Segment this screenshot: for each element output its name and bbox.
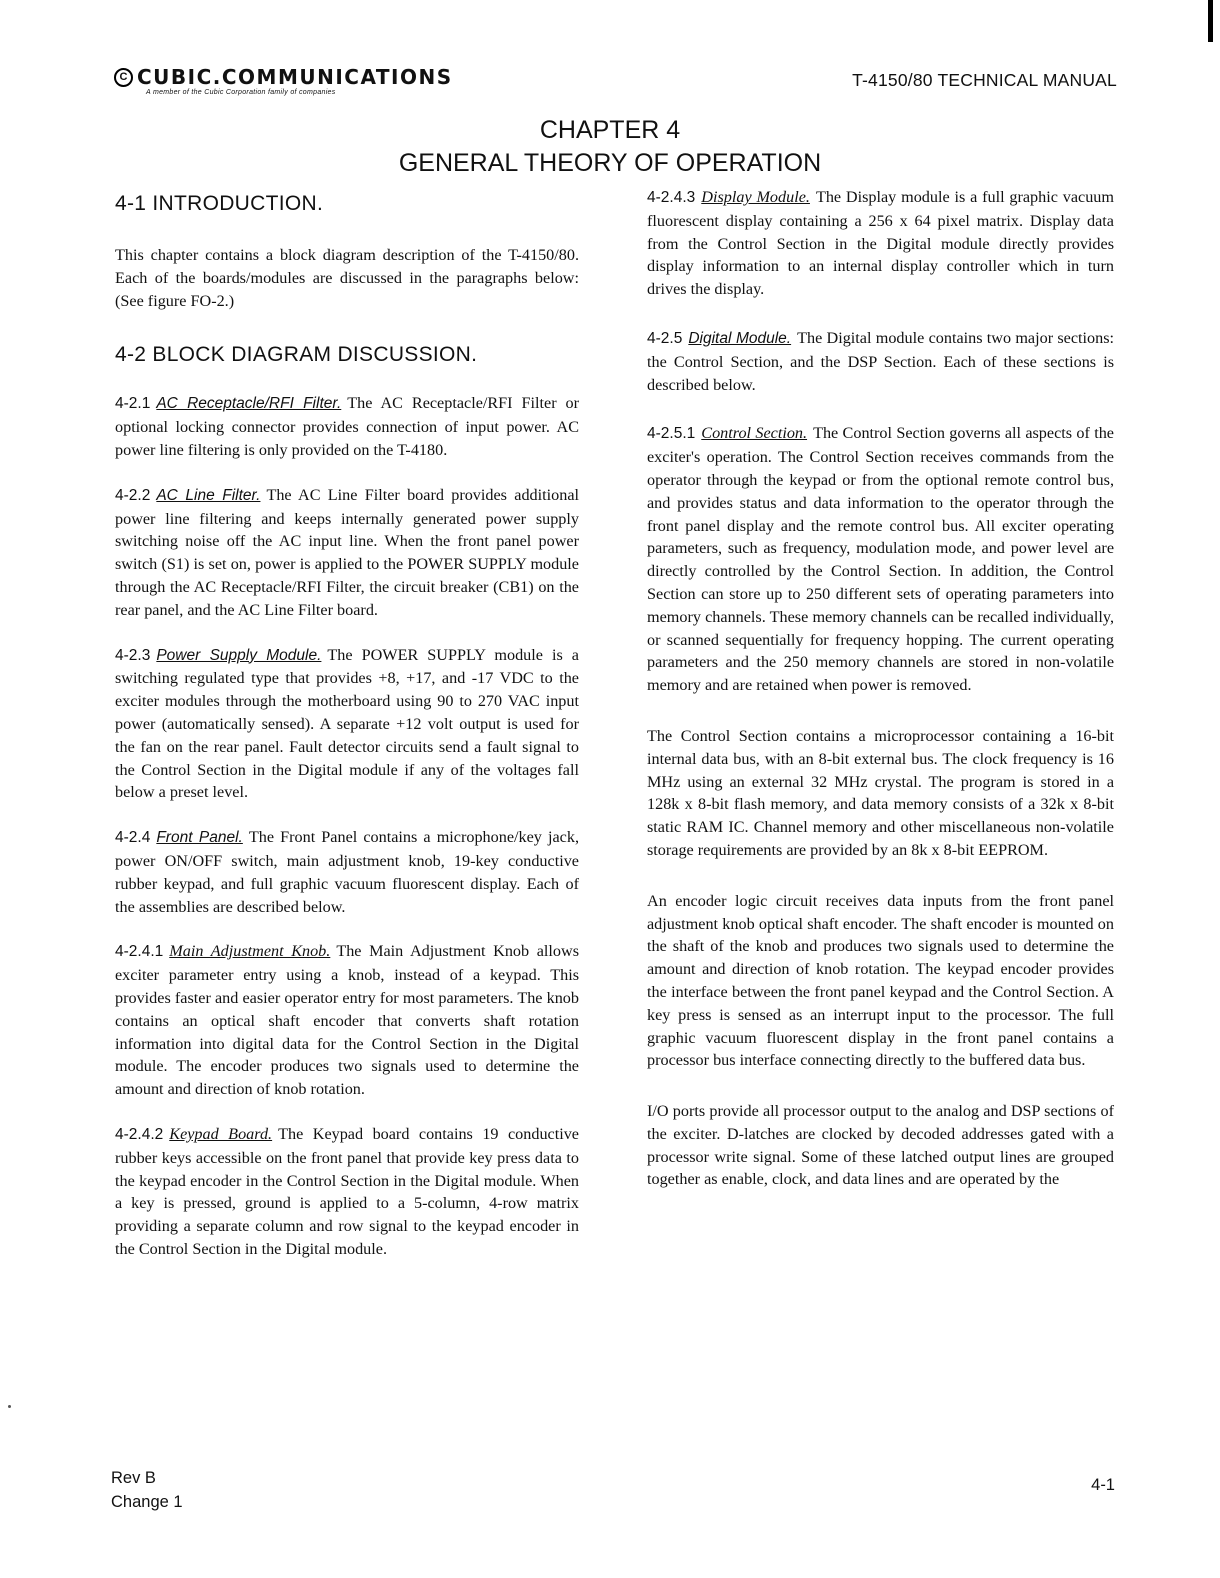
paragraph-number: 4-2.2 [115,486,151,504]
paragraph-body: The Keypad board contains 19 conductive rubber keys accessible on the front panel that provide key press data to the keypad encoder in the Control Section in the Digital module. When a key is pressed, ground is applied to a 5-column, 4-row matrix providing a separate column and row signal to the keypad encoder in the Control Section in the Digital module. [115,1124,579,1258]
company-logo [114,66,564,96]
control-section-cpu-paragraph: The Control Section contains a microprocessor containing a 16-bit internal data bus, with an 8-bit external bus. The clock frequency is 16 MHz using an external 32 MHz crystal. The program is stored in a 128k x 8-bit flash memory, and data memory consists of a 32k x 8-bit static RAM IC. Channel memory and other miscellaneous non-volatile storage requirements are provided by an 8k x 8-bit EEPROM. [647,726,1114,859]
paragraph-title: Display Module. [701,188,810,206]
revision-label: Rev B [111,1469,156,1487]
paragraph-4-2-4-1 [115,940,579,1101]
paragraph-body: The Control Section governs all aspects of the exciter's operation. The Control Section receives commands from the operator through the keypad or from the optional remote control bus, and provides status and data information to the operator through the front panel display and the remote control bus. All exciter operating parameters, such as frequency, modulation mode, and power level are directly controlled by the Control Section. In addition, the Control Section can store up to 250 different sets of operating parameters into memory channels. These memory channels can be recalled individually, or scanned sequentially for frequency hopping. The current operating parameters and the 250 memory channels are stored in non-volatile memory and are retained when power is removed. [647,424,1114,695]
page-number: 4-1 [1091,1476,1115,1494]
paragraph-4-2-4-3 [647,186,1114,301]
paragraph-number: 4-2.4.2 [115,1125,164,1143]
paragraph-body: The POWER SUPPLY module is a switching regulated type that provides +8, +17, and -17 VDC to the exciter modules through the motherboard using 90 to 270 VAC input power (automatically sensed). A separate +12 volt output is used for the fan on the rear panel. Fault detector circuits send a fault signal to the Control Section in the Digital module if any of the voltages fall below a preset level. [115,645,579,802]
paragraph-body: The AC Line Filter board provides additional power line filtering and keeps internally generated power supply switching noise off the AC input line. When the front panel power switch (S1) is set on, power is applied to the POWER SUPPLY module through the AC Receptacle/RFI Filter, the circuit breaker (CB1) on the rear panel, and the AC Line Filter board. [115,485,579,619]
paragraph-title: Main Adjustment Knob. [169,942,331,961]
intro-paragraph: This chapter contains a block diagram description of the T-4150/80. Each of the boards/modules are discussed in the paragraphs below: (See figure FO-2.) [115,246,579,310]
paragraph-4-2-5-1 [647,422,1114,697]
paragraph-title: Power Supply Module. [156,646,322,664]
paragraph-number: 4-2.3 [115,646,151,664]
cubic-emblem-icon: C [114,68,133,87]
paragraph-4-2-2 [115,484,579,622]
company-name: CUBIC.COMMUNICATIONS [137,65,453,89]
paragraph-title: Digital Module. [688,329,792,347]
paragraph-title: Keypad Board. [169,1124,273,1143]
paragraph-body: The AC Receptacle/RFI Filter or optional locking connector provides connection of input power. AC power line filtering is only provided on the T-4180. [115,394,580,459]
paragraph-body: The Display module is a full graphic vacuum fluorescent display containing a 256 x 64 pixel matrix. Display data from the Control Section in the Digital module directly provides display information to an internal display controller which in turn drives the display. [647,188,1114,299]
paragraph-title: AC Line Filter. [156,486,261,504]
paragraph-title: Front Panel. [156,829,243,847]
paragraph-4-2-3 [115,644,579,805]
paragraph-number: 4-2.5 [647,329,683,347]
paragraph-title: Control Section. [701,424,808,443]
section-heading-block-diagram: 4-2 BLOCK DIAGRAM DISCUSSION. [115,343,478,367]
paragraph-body: The Main Adjustment Knob allows exciter parameter entry using a knob, instead of a keypad. This provides faster and easier operator entry for most parameters. The knob contains an optical shaft encoder that converts shaft rotation information into digital data for the Control Section in the Digital module. The encoder produces two signals used to determine the amount and direction of knob rotation. [115,942,579,1099]
paragraph-number: 4-2.1 [115,395,151,413]
paragraph-title: AC Receptacle/RFI Filter. [156,395,342,413]
change-label: Change 1 [111,1493,183,1511]
paragraph-4-2-5 [647,327,1114,396]
section-heading-introduction: 4-1 INTRODUCTION. [115,192,324,215]
company-tagline: A member of the Cubic Corporation family of companies [146,89,336,96]
paragraph-body: The Digital module contains two major sections: the Control Section, and the DSP Section. Each of these sections is described below. [647,328,1114,394]
right-column [647,186,1114,1191]
revision-block [111,1466,183,1514]
chapter-number: CHAPTER 4 [539,116,681,144]
manual-title: T-4150/80 TECHNICAL MANUAL [852,70,1117,90]
paragraph-4-2-1 [115,392,579,461]
io-ports-paragraph: I/O ports provide all processor output to the analog and DSP sections of the exciter. D-latches are clocked by decoded addresses gated with a processor write signal. Some of these latched output lines are grouped together as enable, clock, and data lines and are operated by the [647,1102,1114,1189]
paragraph-4-2-4 [115,826,579,918]
paragraph-number: 4-2.4.3 [647,189,696,206]
paragraph-number: 4-2.4.1 [115,943,164,961]
scan-edge-mark [1208,0,1213,42]
chapter-title: GENERAL THEORY OF OPERATION [398,149,822,177]
paragraph-4-2-4-2 [115,1123,579,1261]
paragraph-number: 4-2.5.1 [647,425,696,443]
paragraph-number: 4-2.4 [115,829,151,847]
paragraph-body: The Front Panel contains a microphone/key jack, power ON/OFF switch, main adjustment knob, 19-key conductive rubber keypad, and full graphic vacuum fluorescent display. Each of the assemblies are described below. [115,828,579,916]
scan-speck [8,1405,11,1408]
encoder-logic-paragraph: An encoder logic circuit receives data inputs from the front panel adjustment knob optical shaft encoder. The shaft encoder is mounted on the shaft of the knob and produces two signals used to determine the amount and direction of knob rotation. The keypad encoder provides the interface between the front panel keypad and the Control Section. A key press is sensed as an interrupt input to the processor. The full graphic vacuum fluorescent display in the front panel contains a processor bus interface connecting directly to the buffered data bus. [647,891,1114,1070]
left-column [115,186,579,1261]
